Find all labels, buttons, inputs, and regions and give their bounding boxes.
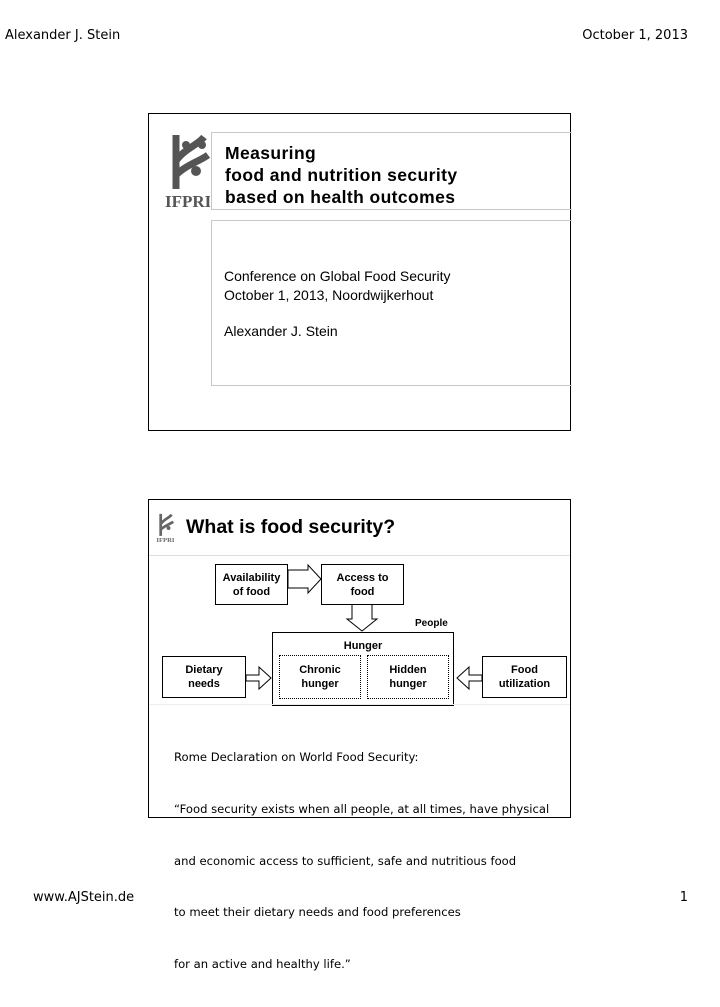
ifpri-logo: [164, 131, 210, 216]
arrow-access-to-hunger: [347, 601, 377, 631]
quote-line: to meet their dietary needs and food preferences: [174, 905, 461, 920]
logo-lettering: IFPRI: [165, 192, 210, 211]
quote-line: for an active and healthy life.”: [174, 956, 351, 971]
title-line-1: Measuring: [225, 143, 317, 163]
quote-line: “Food security exists when all people, at all times, have physical: [174, 802, 550, 817]
people-label: People: [415, 618, 448, 629]
slide-2: [148, 499, 571, 971]
arrow-dietary-to-hunger: [246, 667, 271, 689]
diagram-divider: [149, 704, 570, 705]
hunger-label: Hunger: [343, 640, 383, 652]
header-author: Alexander J. Stein: [5, 28, 121, 43]
arrow-availability-to-access: [288, 565, 321, 593]
footer-page-number: 1: [679, 890, 688, 905]
slide-title: What is food security?: [186, 516, 396, 538]
quote-line: Rome Declaration on World Food Security:: [174, 750, 419, 765]
logo-lettering: IFPRI: [156, 537, 174, 544]
hidden-hunger-box: Hidden hunger: [367, 655, 449, 699]
title-line-2: food and nutrition security: [225, 165, 458, 185]
event-name: Conference on Global Food Security: [224, 268, 451, 284]
quote-line: and economic access to sufficient, safe and nutritious food: [174, 853, 517, 868]
event-date-place: October 1, 2013, Noordwijkerhout: [224, 287, 434, 303]
arrow-utilization-to-hunger: [457, 667, 482, 689]
rome-declaration-quote: [174, 715, 549, 1007]
access-box: Access to food: [321, 564, 404, 605]
food-utilization-box: Food utilization: [482, 656, 567, 698]
slide-title: [225, 142, 457, 208]
presenter-name: Alexander J. Stein: [224, 323, 338, 339]
availability-box: Availability of food: [215, 564, 288, 605]
slide-1: [148, 113, 571, 431]
dietary-needs-box: Dietary needs: [162, 656, 246, 698]
title-line-3: based on health outcomes: [225, 187, 456, 207]
footer-website: www.AJStein.de: [33, 890, 135, 905]
header-date: October 1, 2013: [582, 28, 688, 43]
chronic-hunger-box: Chronic hunger: [279, 655, 361, 699]
